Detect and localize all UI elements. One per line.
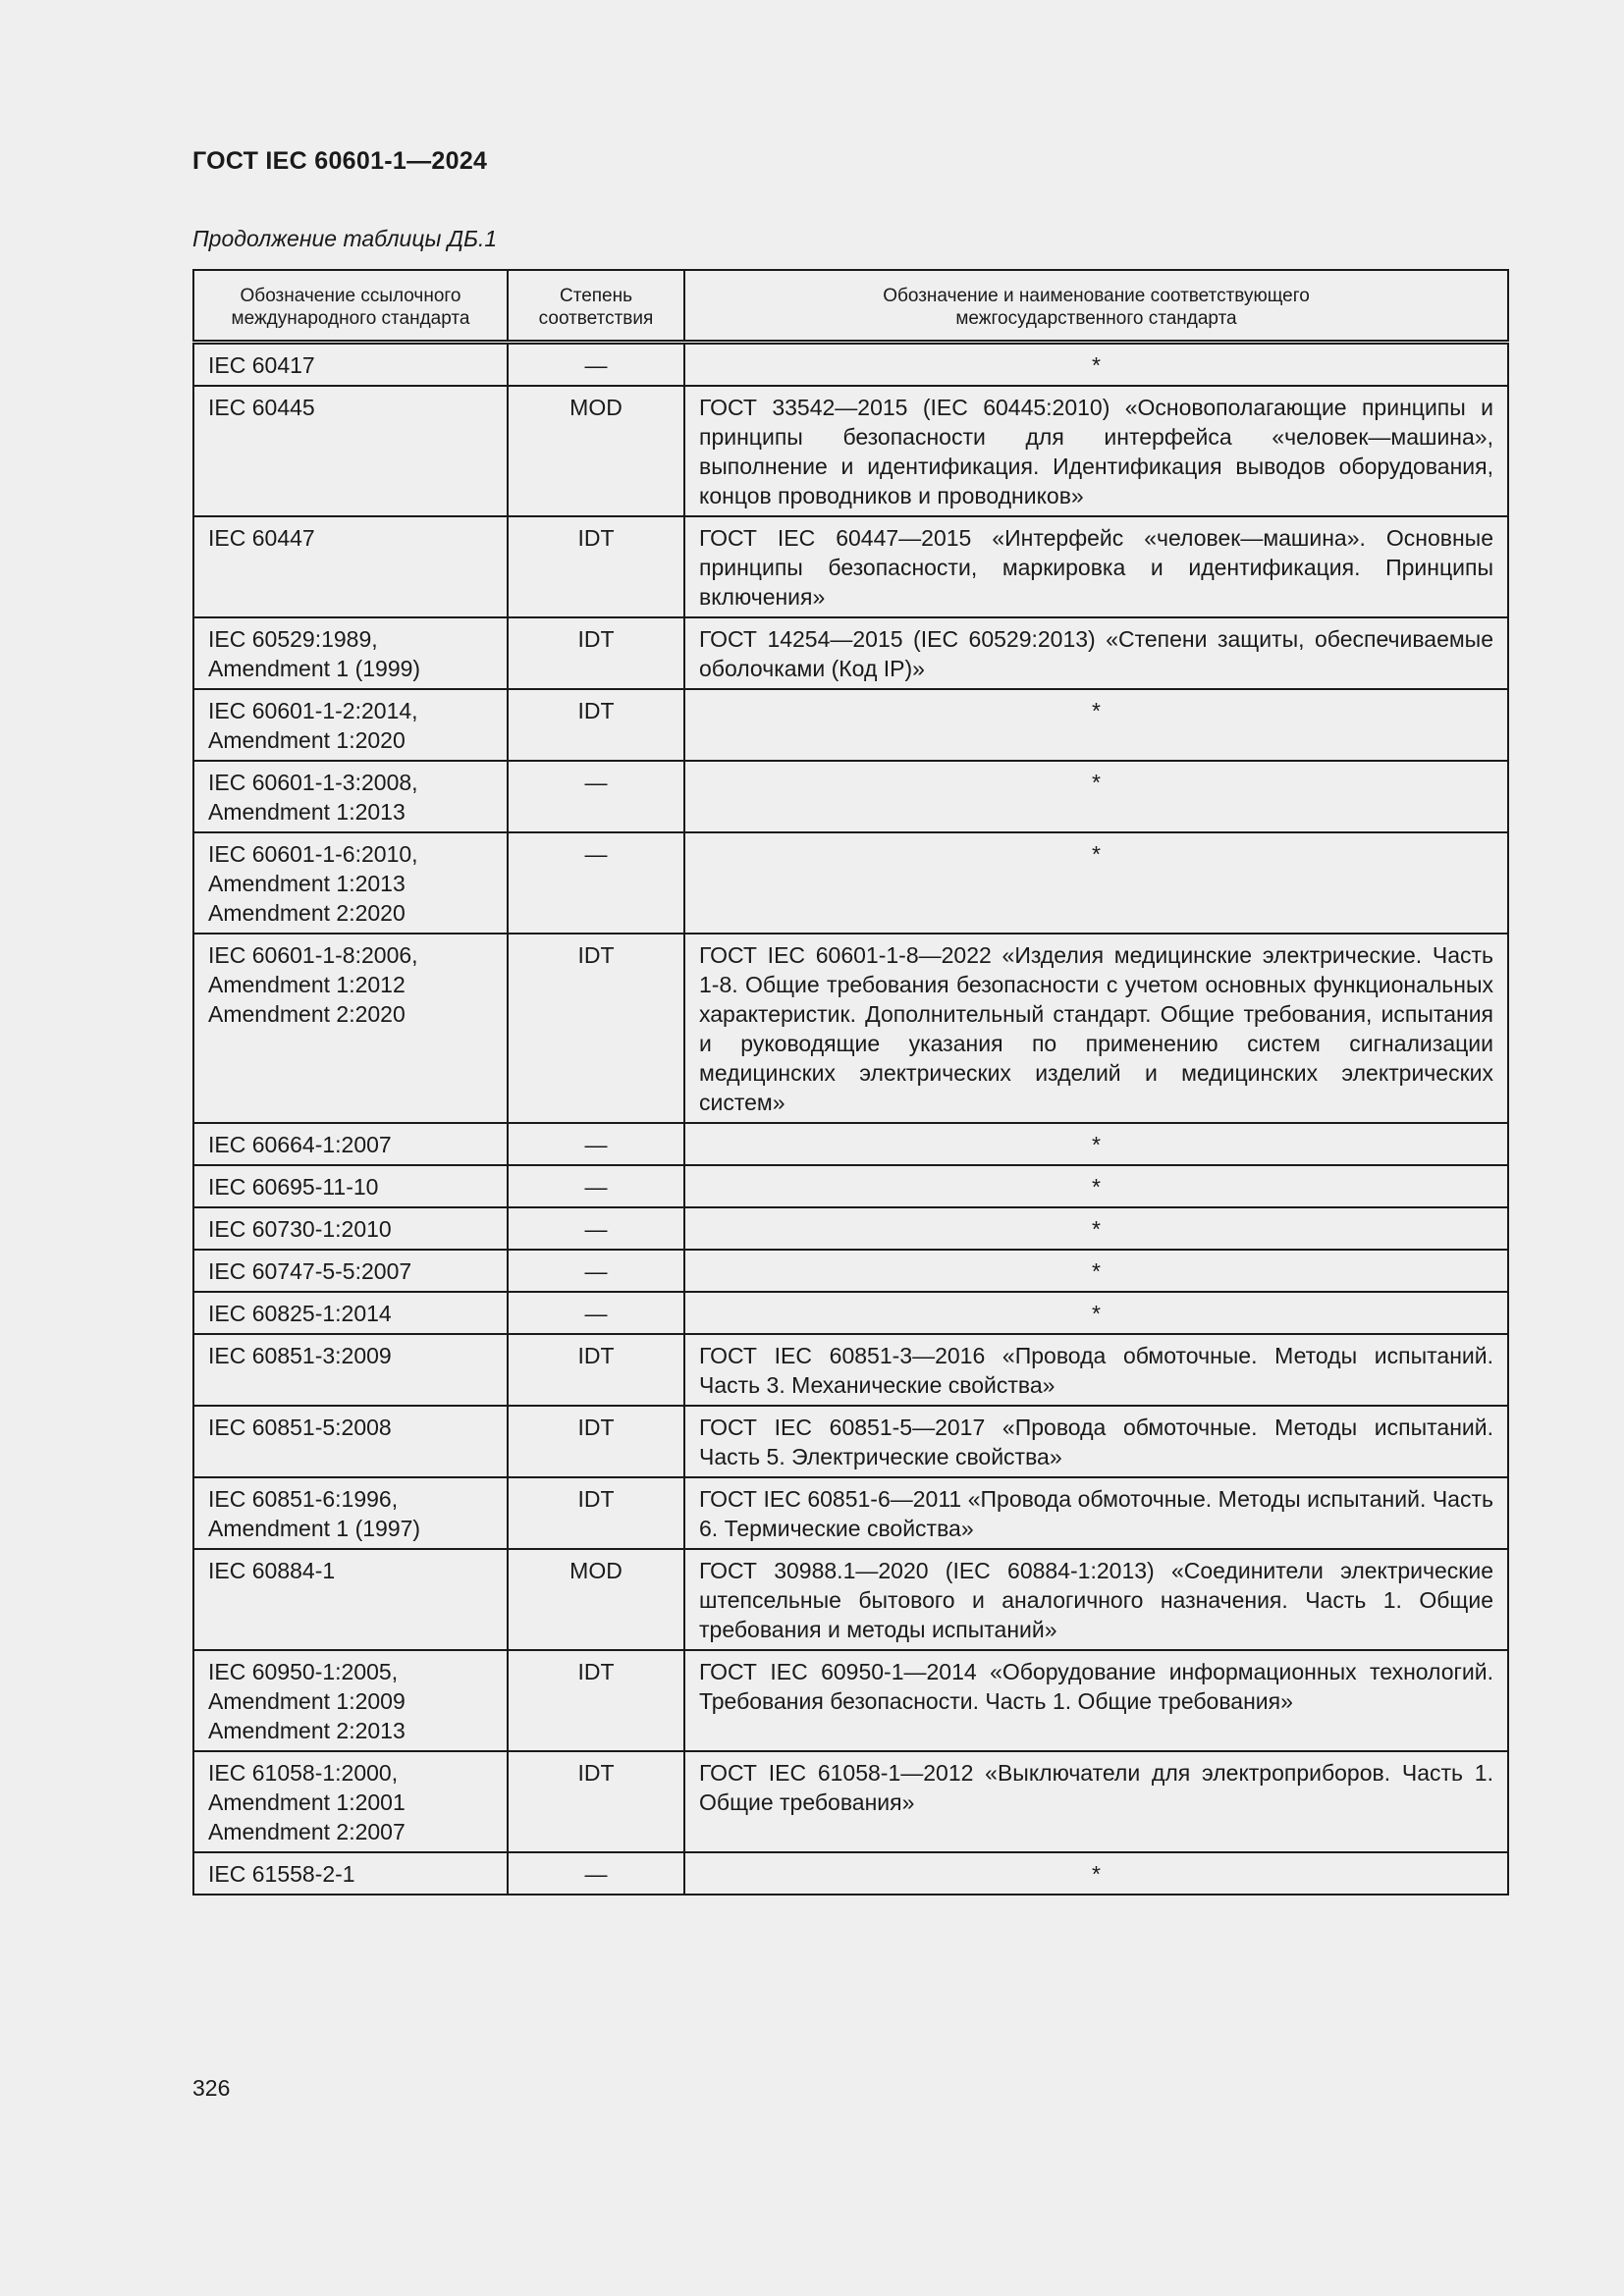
table-row bbox=[193, 1165, 1508, 1207]
reference-standard-cell bbox=[193, 1852, 508, 1895]
reference-standard-line: IEC 60601-1-2:2014, bbox=[208, 698, 418, 723]
degree-cell: IDT bbox=[508, 1751, 684, 1852]
reference-standard-line: IEC 60884-1 bbox=[208, 1558, 336, 1583]
reference-standard-cell bbox=[193, 1751, 508, 1852]
degree-cell: — bbox=[508, 1123, 684, 1165]
reference-standard-line: Amendment 1:2009 bbox=[208, 1688, 406, 1714]
degree-cell: MOD bbox=[508, 386, 684, 516]
reference-standard-line: IEC 60851-5:2008 bbox=[208, 1415, 392, 1440]
reference-standard-cell bbox=[193, 934, 508, 1123]
interstate-standard-cell: ГОСТ IEC 60447—2015 «Интерфейс «человек—машина». Основные принципы безопасности, маркировка и идентификация. Принципы включения» bbox=[684, 516, 1508, 617]
table-row bbox=[193, 1292, 1508, 1334]
no-equivalent-marker: * bbox=[684, 761, 1508, 832]
degree-cell: IDT bbox=[508, 1477, 684, 1549]
reference-standard-cell bbox=[193, 343, 508, 387]
reference-standard-line: Amendment 2:2013 bbox=[208, 1718, 406, 1743]
table-row bbox=[193, 934, 1508, 1123]
reference-standard-cell bbox=[193, 617, 508, 689]
reference-standard-line: Amendment 1 (1999) bbox=[208, 656, 421, 681]
degree-cell: IDT bbox=[508, 689, 684, 761]
table-row bbox=[193, 1852, 1508, 1895]
column-header-reference-standard bbox=[193, 270, 508, 343]
reference-standard-cell bbox=[193, 832, 508, 934]
table-row bbox=[193, 1549, 1508, 1650]
reference-standard-line: IEC 60417 bbox=[208, 352, 315, 378]
standards-table bbox=[192, 269, 1509, 1896]
reference-standard-line: IEC 60950-1:2005, bbox=[208, 1659, 399, 1684]
reference-standard-cell bbox=[193, 689, 508, 761]
reference-standard-line: Amendment 2:2020 bbox=[208, 1001, 406, 1027]
column-header-line: межгосударственного стандарта bbox=[955, 308, 1237, 329]
reference-standard-line: Amendment 1 (1997) bbox=[208, 1516, 421, 1541]
degree-cell: — bbox=[508, 832, 684, 934]
table-row bbox=[193, 1650, 1508, 1751]
degree-cell: IDT bbox=[508, 617, 684, 689]
reference-standard-cell bbox=[193, 1650, 508, 1751]
table-row bbox=[193, 1123, 1508, 1165]
table-row bbox=[193, 1751, 1508, 1852]
reference-standard-line: IEC 60529:1989, bbox=[208, 626, 378, 652]
table-row bbox=[193, 1477, 1508, 1549]
column-header-line: Степень bbox=[559, 286, 633, 306]
table-row bbox=[193, 689, 1508, 761]
no-equivalent-marker: * bbox=[684, 1165, 1508, 1207]
no-equivalent-marker: * bbox=[684, 1250, 1508, 1292]
table-row bbox=[193, 761, 1508, 832]
reference-standard-line: Amendment 2:2020 bbox=[208, 900, 406, 926]
reference-standard-line: IEC 60747-5-5:2007 bbox=[208, 1258, 412, 1284]
reference-standard-line: Amendment 1:2013 bbox=[208, 871, 406, 896]
degree-cell: IDT bbox=[508, 1334, 684, 1406]
interstate-standard-cell: ГОСТ IEC 60851-5—2017 «Провода обмоточные. Методы испытаний. Часть 5. Электрические свойства» bbox=[684, 1406, 1508, 1477]
reference-standard-cell bbox=[193, 1250, 508, 1292]
table-row bbox=[193, 343, 1508, 387]
reference-standard-line: IEC 60851-6:1996, bbox=[208, 1486, 399, 1512]
reference-standard-cell bbox=[193, 386, 508, 516]
reference-standard-cell bbox=[193, 1165, 508, 1207]
no-equivalent-marker: * bbox=[684, 343, 1508, 387]
reference-standard-line: IEC 60447 bbox=[208, 525, 315, 551]
reference-standard-line: Amendment 1:2001 bbox=[208, 1789, 406, 1815]
reference-standard-line: Amendment 1:2012 bbox=[208, 972, 406, 997]
column-header-degree bbox=[508, 270, 684, 343]
column-header-line: соответствия bbox=[538, 308, 654, 329]
reference-standard-cell bbox=[193, 1207, 508, 1250]
no-equivalent-marker: * bbox=[684, 1207, 1508, 1250]
reference-standard-cell bbox=[193, 1406, 508, 1477]
reference-standard-line: Amendment 1:2013 bbox=[208, 799, 406, 825]
no-equivalent-marker: * bbox=[684, 1852, 1508, 1895]
table-caption: Продолжение таблицы ДБ.1 bbox=[192, 226, 498, 251]
reference-standard-line: IEC 61558-2-1 bbox=[208, 1861, 355, 1887]
page-number: 326 bbox=[192, 2075, 231, 2101]
interstate-standard-cell: ГОСТ 33542—2015 (IEC 60445:2010) «Основополагающие принципы и принципы безопасности для интерфейса «человек—машина», выполнение и идентификация. Идентификация выводов оборудования, концов проводников и проводников» bbox=[684, 386, 1508, 516]
table-row bbox=[193, 386, 1508, 516]
interstate-standard-cell: ГОСТ IEC 61058-1—2012 «Выключатели для электроприборов. Часть 1. Общие требования» bbox=[684, 1751, 1508, 1852]
degree-cell: IDT bbox=[508, 1406, 684, 1477]
table-body bbox=[193, 343, 1508, 1896]
reference-standard-line: Amendment 1:2020 bbox=[208, 727, 406, 753]
reference-standard-cell bbox=[193, 516, 508, 617]
no-equivalent-marker: * bbox=[684, 1123, 1508, 1165]
reference-standard-line: IEC 60445 bbox=[208, 395, 315, 420]
table-header-row bbox=[193, 270, 1508, 343]
reference-standard-cell bbox=[193, 761, 508, 832]
degree-cell: — bbox=[508, 1292, 684, 1334]
interstate-standard-cell: ГОСТ 30988.1—2020 (IEC 60884-1:2013) «Соединители электрические штепсельные бытового и аналогичного назначения. Часть 1. Общие требования и методы испытаний» bbox=[684, 1549, 1508, 1650]
reference-standard-cell bbox=[193, 1334, 508, 1406]
reference-standard-line: IEC 60601-1-6:2010, bbox=[208, 841, 418, 867]
reference-standard-line: IEC 61058-1:2000, bbox=[208, 1760, 399, 1786]
column-header-line: международного стандарта bbox=[231, 308, 470, 329]
table-row bbox=[193, 1250, 1508, 1292]
degree-cell: MOD bbox=[508, 1549, 684, 1650]
reference-standard-cell bbox=[193, 1292, 508, 1334]
reference-standard-cell bbox=[193, 1477, 508, 1549]
degree-cell: IDT bbox=[508, 934, 684, 1123]
table-row bbox=[193, 832, 1508, 934]
degree-cell: — bbox=[508, 1852, 684, 1895]
interstate-standard-cell: ГОСТ IEC 60950-1—2014 «Оборудование информационных технологий. Требования безопасности. Часть 1. Общие требования» bbox=[684, 1650, 1508, 1751]
degree-cell: — bbox=[508, 761, 684, 832]
no-equivalent-marker: * bbox=[684, 832, 1508, 934]
reference-standard-line: IEC 60664-1:2007 bbox=[208, 1132, 392, 1157]
document-title: ГОСТ IEC 60601-1—2024 bbox=[192, 147, 488, 175]
degree-cell: — bbox=[508, 1207, 684, 1250]
reference-standard-line: IEC 60825-1:2014 bbox=[208, 1301, 392, 1326]
column-header-line: Обозначение ссылочного bbox=[240, 286, 461, 306]
interstate-standard-cell: ГОСТ 14254—2015 (IEC 60529:2013) «Степени защиты, обеспечиваемые оболочками (Код IP)» bbox=[684, 617, 1508, 689]
reference-standard-line: IEC 60601-1-8:2006, bbox=[208, 942, 418, 968]
degree-cell: — bbox=[508, 1165, 684, 1207]
table-row bbox=[193, 1334, 1508, 1406]
table-row bbox=[193, 617, 1508, 689]
interstate-standard-cell: ГОСТ IEC 60851-3—2016 «Провода обмоточные. Методы испытаний. Часть 3. Механические свойства» bbox=[684, 1334, 1508, 1406]
interstate-standard-cell: ГОСТ IEC 60601-1-8—2022 «Изделия медицинские электрические. Часть 1-8. Общие требования безопасности с учетом основных функциональных характеристик. Дополнительный стандарт. Общие требования, испытания и руководящие указания по применению систем сигнализации медицинских электрических изделий и медицинских электрических систем» bbox=[684, 934, 1508, 1123]
column-header-interstate-standard bbox=[684, 270, 1508, 343]
table-row bbox=[193, 1207, 1508, 1250]
reference-standard-line: IEC 60601-1-3:2008, bbox=[208, 770, 418, 795]
reference-standard-line: IEC 60851-3:2009 bbox=[208, 1343, 392, 1368]
standards-table-container bbox=[192, 269, 1507, 1896]
column-header-line: Обозначение и наименование соответствующего bbox=[883, 286, 1310, 306]
no-equivalent-marker: * bbox=[684, 1292, 1508, 1334]
reference-standard-cell bbox=[193, 1549, 508, 1650]
table-row bbox=[193, 516, 1508, 617]
degree-cell: — bbox=[508, 343, 684, 387]
reference-standard-line: IEC 60695-11-10 bbox=[208, 1174, 379, 1200]
reference-standard-line: Amendment 2:2007 bbox=[208, 1819, 406, 1844]
reference-standard-cell bbox=[193, 1123, 508, 1165]
degree-cell: IDT bbox=[508, 1650, 684, 1751]
table-row bbox=[193, 1406, 1508, 1477]
degree-cell: — bbox=[508, 1250, 684, 1292]
degree-cell: IDT bbox=[508, 516, 684, 617]
interstate-standard-cell: ГОСТ IEC 60851-6—2011 «Провода обмоточные. Методы испытаний. Часть 6. Термические свойства» bbox=[684, 1477, 1508, 1549]
reference-standard-line: IEC 60730-1:2010 bbox=[208, 1216, 392, 1242]
no-equivalent-marker: * bbox=[684, 689, 1508, 761]
